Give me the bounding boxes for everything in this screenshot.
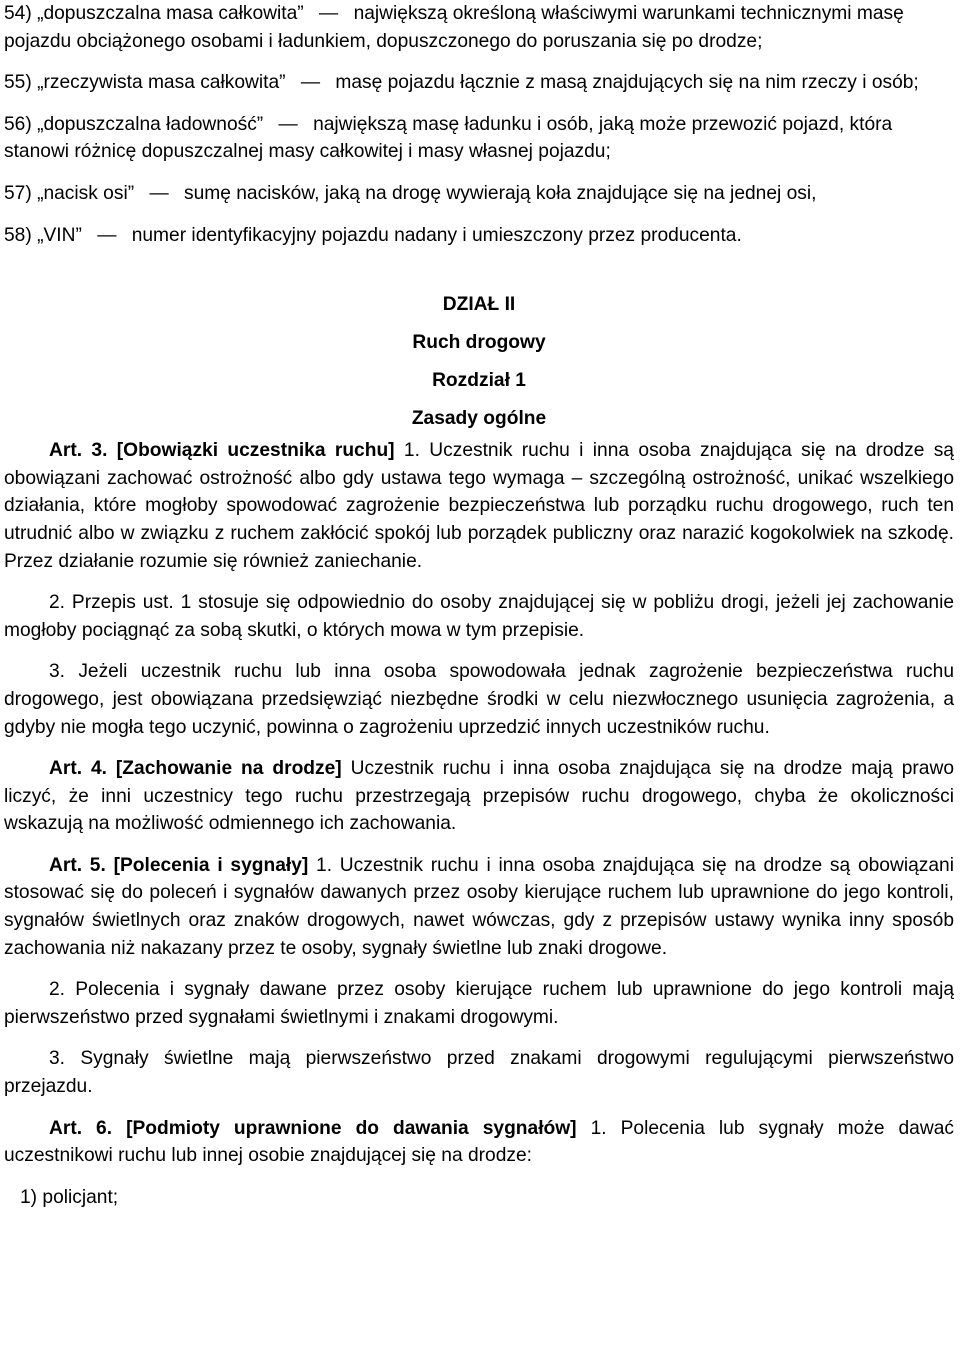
- article-6-paragraph-1: [4, 1115, 954, 1170]
- definition-54: 54) „dopuszczalna masa całkowita” — największą określoną właściwymi warunkami technicznymi masę pojazdu obciążonego osobami i ładunkiem, dopuszczonego do poruszania się po drodze;: [4, 3, 904, 52]
- definition-term: „nacisk osi”: [37, 182, 135, 204]
- article-title: [Polecenia i sygnały]: [113, 854, 309, 876]
- article-label: Art. 3.: [49, 440, 108, 462]
- chapter-title: Zasady ogólne: [411, 408, 547, 430]
- definition-term: „rzeczywista masa całkowita”: [37, 72, 286, 94]
- definition-number: 55): [4, 72, 32, 94]
- definition-term: „dopuszczalna ładowność”: [37, 113, 264, 135]
- chapter-heading: Rozdział 1: [432, 370, 526, 392]
- article-text: 1. Uczestnik ruchu i inna osoba znajdująca się na drodze są obowiązani zachować ostrożność albo gdy ustawa tego wymaga – szczególną ostrożność, unikać wszelkiego działania, które mogłoby spowodować zagrożenie bezpieczeństwa lub porządku ruchu drogowego, ruch ten utrudnić albo w związku z ruchem zakłócić spokój lub porządek publiczny oraz narazić kogokolwiek na szkodę. Przez działanie rozumie się również zaniechanie.: [4, 440, 954, 572]
- article-title: [Zachowanie na drodze]: [115, 758, 342, 780]
- article-3-paragraph-1: [4, 437, 954, 575]
- division-heading: DZIAŁ II: [442, 294, 516, 316]
- article-3-paragraph-2: 2. Przepis ust. 1 stosuje się odpowiednio do osoby znajdującej się w pobliżu drogi, jeżeli jej zachowanie mogłoby pociągnąć za sobą skutki, o których mowa w tym przepisie.: [4, 592, 954, 641]
- definition-number: 57): [4, 182, 32, 204]
- article-title: [Podmioty uprawnione do dawania sygnałów]: [126, 1117, 577, 1139]
- article-title: [Obowiązki uczestnika ruchu]: [116, 440, 395, 462]
- article-5-paragraph-2: 2. Polecenia i sygnały dawane przez osoby kierujące ruchem lub uprawnione do jego kontroli mają pierwszeństwo przed sygnałami świetlnymi i znakami drogowymi.: [4, 979, 954, 1028]
- definition-number: 54): [4, 3, 32, 24]
- division-title: Ruch drogowy: [412, 332, 546, 354]
- article-4: [4, 755, 954, 838]
- article-5-paragraph-1: [4, 852, 954, 962]
- section-headings: [4, 291, 954, 433]
- article-text: Uczestnik ruchu i inna osoba znajdująca się na drodze mają prawo liczyć, że inni uczestnicy tego ruchu przestrzegają przepisów ruchu drogowego, chyba że okoliczności wskazują na możliwość odmiennego ich zachowania.: [4, 758, 954, 835]
- definition-55: 55) „rzeczywista masa całkowita” — masę pojazdu łącznie z masą znajdujących się na nim rzeczy i osób;: [4, 72, 919, 94]
- definition-text: sumę nacisków, jaką na drogę wywierają koła znajdujące się na jednej osi,: [183, 182, 817, 204]
- article-6-item-1: 1) policjant;: [20, 1186, 119, 1208]
- article-5-paragraph-3: 3. Sygnały świetlne mają pierwszeństwo przed znakami drogowymi regulującymi pierwszeństwo przejazdu.: [4, 1048, 954, 1098]
- definition-57: 57) „nacisk osi” — sumę nacisków, jaką na drogę wywierają koła znajdujące się na jednej osi,: [4, 182, 817, 204]
- definition-number: 56): [4, 113, 32, 135]
- article-3-paragraph-3: 3. Jeżeli uczestnik ruchu lub inna osoba spowodowała jednak zagrożenie bezpieczeństwa ruchu drogowego, jest obowiązana przedsięwziąć niezbędne środki w celu niezwłocznego usunięcia zagrożenia, a gdyby nie mogła tego uczynić, powinna o zagrożeniu uprzedzić innych uczestników ruchu.: [4, 661, 954, 738]
- article-text: 1. Polecenia lub sygnały może dawać uczestnikowi ruchu lub innej osobie znajdującej się na drodze:: [4, 1117, 954, 1167]
- article-text: 1. Uczestnik ruchu i inna osoba znajdująca się na drodze są obowiązani stosować się do poleceń i sygnałów dawanych przez osoby kierujące ruchem lub uprawnione do jego kontroli, sygnałów świetlnych oraz znaków drogowych, nawet wówczas, gdy z przepisów ustawy wynika inny sposób zachowania niż nakazany przez te osoby, sygnały świetlne lub znaki drogowe.: [4, 854, 954, 959]
- definition-term: „VIN”: [37, 224, 82, 246]
- definition-text: największą określoną właściwymi warunkami technicznymi masę pojazdu obciążonego osobami i ładunkiem, dopuszczonego do poruszania się po drodze;: [4, 3, 904, 52]
- definition-56: 56) „dopuszczalna ładowność” — największą masę ładunku i osób, jaką może przewozić pojazd, która stanowi różnicę dopuszczalnej masy całkowitej i masy własnej pojazdu;: [4, 113, 893, 163]
- definition-text: masę pojazdu łącznie z masą znajdujących się na nim rzeczy i osób;: [335, 72, 919, 94]
- article-label: Art. 5.: [49, 854, 106, 876]
- article-label: Art. 4.: [49, 758, 107, 780]
- definition-term: „dopuszczalna masa całkowita”: [37, 3, 304, 24]
- definition-text: numer identyfikacyjny pojazdu nadany i umieszczony przez producenta.: [131, 224, 742, 246]
- definition-text: największą masę ładunku i osób, jaką może przewozić pojazd, która stanowi różnicę dopuszczalnej masy całkowitej i masy własnej pojazdu;: [4, 113, 893, 163]
- definition-58: 58) „VIN” — numer identyfikacyjny pojazdu nadany i umieszczony przez producenta.: [4, 224, 742, 246]
- article-label: Art. 6.: [49, 1117, 113, 1139]
- definition-number: 58): [4, 224, 32, 246]
